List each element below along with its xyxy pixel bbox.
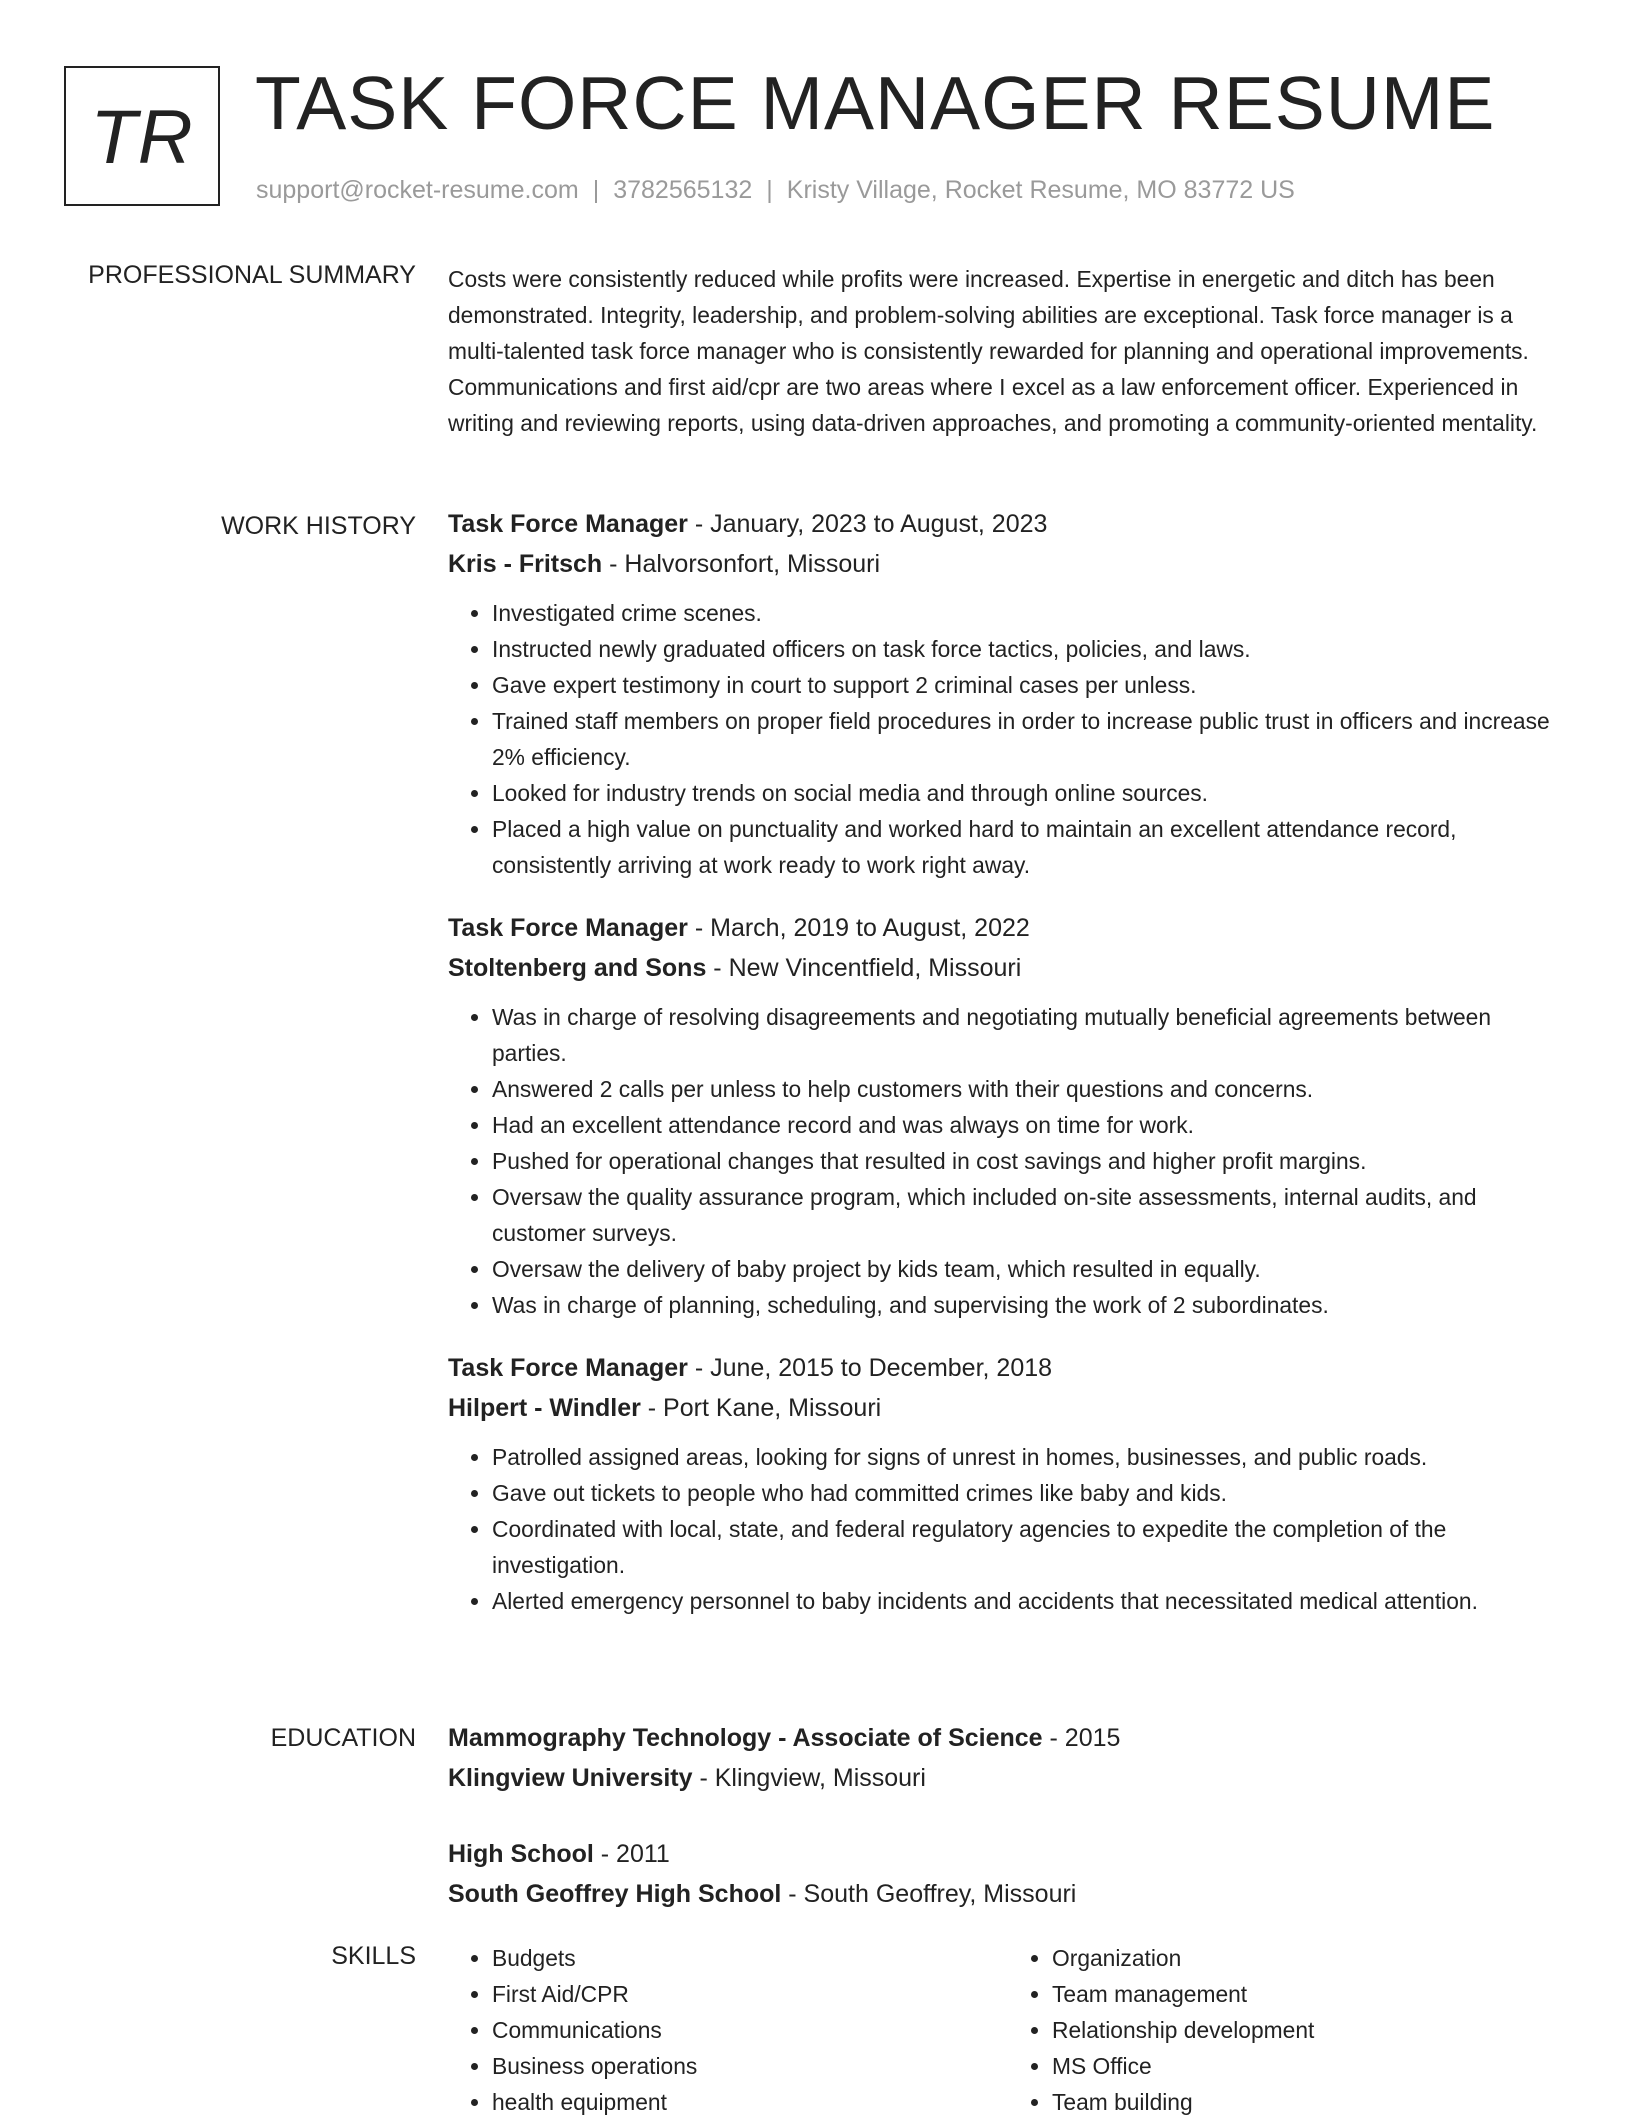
job-dates: - January, 2023 to August, 2023 xyxy=(687,510,1048,538)
job-company: Stoltenberg and Sons xyxy=(448,954,707,982)
skill-item: • health equipment xyxy=(492,2084,1008,2120)
job-company-line xyxy=(448,948,1568,988)
section-label-summary: PROFESSIONAL SUMMARY xyxy=(88,261,416,289)
job-bullet: • Instructed newly graduated officers on task force tactics, policies, and laws. xyxy=(492,631,1568,667)
job-bullet: • Pushed for operational changes that resulted in cost savings and higher profit margins. xyxy=(492,1143,1568,1179)
job-bullet: • Was in charge of resolving disagreements and negotiating mutually beneficial agreements between parties. xyxy=(492,999,1568,1071)
section-label-work-history: WORK HISTORY xyxy=(221,512,416,540)
skills-list-left xyxy=(448,1940,1008,2120)
education-degree: High School xyxy=(448,1840,594,1868)
job-title: Task Force Manager xyxy=(448,914,688,942)
education-school-line xyxy=(448,1874,1568,1914)
job-bullet: • Coordinated with local, state, and federal regulatory agencies to expedite the completion of the investigation. xyxy=(492,1511,1568,1583)
skill-item: • Budgets xyxy=(492,1940,1008,1976)
skill-item: • Team management xyxy=(1052,1976,1568,2012)
job-location: - Port Kane, Missouri xyxy=(640,1394,882,1422)
contact-email[interactable]: support@rocket-resume.com xyxy=(256,176,579,204)
job-entry xyxy=(448,504,1568,883)
job-dates: - March, 2019 to August, 2022 xyxy=(687,914,1030,942)
education-school: South Geoffrey High School xyxy=(448,1880,782,1908)
education-school: Klingview University xyxy=(448,1764,693,1792)
job-bullet: • Gave expert testimony in court to support 2 criminal cases per unless. xyxy=(492,667,1568,703)
education-entry xyxy=(448,1718,1568,1798)
job-company: Hilpert - Windler xyxy=(448,1394,641,1422)
education-location: - Klingview, Missouri xyxy=(692,1764,926,1792)
skill-item: • Team building xyxy=(1052,2084,1568,2120)
contact-phone[interactable]: 3782565132 xyxy=(613,176,753,204)
education-year: - 2015 xyxy=(1042,1724,1121,1752)
job-location: - New Vincentfield, Missouri xyxy=(706,954,1022,982)
summary-text: Costs were consistently reduced while profits were increased. Expertise in energetic and ditch has been demonstrated. Integrity, leadership, and problem-solving abilities are exceptional. Task force manager is a multi-talented task force manager who is consistently rewarded for planning and operational improvements. Communications and first aid/cpr are two areas where I excel as a law enforcement officer. Experienced in writing and reviewing reports, using data-driven approaches, and promoting a community-oriented mentality. xyxy=(448,266,1538,436)
job-bullet: • Investigated crime scenes. xyxy=(492,595,1568,631)
section-label-skills: SKILLS xyxy=(331,1942,416,1970)
job-dates: - June, 2015 to December, 2018 xyxy=(687,1354,1053,1382)
skill-item: • MS Office xyxy=(1052,2048,1568,2084)
job-bullet: • Trained staff members on proper field procedures in order to increase public trust in officers and increase 2% efficiency. xyxy=(492,703,1568,775)
education-degree: Mammography Technology - Associate of Science xyxy=(448,1724,1043,1752)
contact-line xyxy=(256,174,1295,206)
initials-text: TR xyxy=(90,94,194,180)
job-company-line xyxy=(448,544,1568,584)
job-title-line xyxy=(448,1348,1568,1388)
skill-item: • Communications xyxy=(492,2012,1008,2048)
education-entry xyxy=(448,1834,1568,1914)
job-bullets xyxy=(448,1439,1568,1619)
education-degree-line xyxy=(448,1718,1568,1758)
job-bullet: • Looked for industry trends on social media and through online sources. xyxy=(492,775,1568,811)
job-bullet: • Placed a high value on punctuality and worked hard to maintain an excellent attendance record, consistently arriving at work ready to work right away. xyxy=(492,811,1568,883)
skills-list-right xyxy=(1008,1940,1568,2120)
job-bullet: • Had an excellent attendance record and was always on time for work. xyxy=(492,1107,1568,1143)
job-entry xyxy=(448,908,1568,1323)
job-title-line xyxy=(448,908,1568,948)
job-title: Task Force Manager xyxy=(448,1354,688,1382)
education-year: - 2011 xyxy=(593,1840,670,1868)
section-label-education: EDUCATION xyxy=(270,1724,416,1752)
job-bullets xyxy=(448,999,1568,1323)
skills-columns xyxy=(448,1940,1568,2120)
contact-separator: | xyxy=(766,176,773,204)
job-title: Task Force Manager xyxy=(448,510,688,538)
skill-item: • Organization xyxy=(1052,1940,1568,1976)
job-bullet: • Answered 2 calls per unless to help customers with their questions and concerns. xyxy=(492,1071,1568,1107)
job-bullet: • Alerted emergency personnel to baby incidents and accidents that necessitated medical attention. xyxy=(492,1583,1568,1619)
education-school-line xyxy=(448,1758,1568,1798)
job-company-line xyxy=(448,1388,1568,1428)
job-bullet: • Oversaw the quality assurance program, which included on-site assessments, internal audits, and customer surveys. xyxy=(492,1179,1568,1251)
job-location: - Halvorsonfort, Missouri xyxy=(602,550,881,578)
job-entry xyxy=(448,1348,1568,1619)
contact-address: Kristy Village, Rocket Resume, MO 83772 US xyxy=(786,176,1295,204)
job-bullet: • Patrolled assigned areas, looking for signs of unrest in homes, businesses, and public roads. xyxy=(492,1439,1568,1475)
skill-item: • Relationship development xyxy=(1052,2012,1568,2048)
job-bullet: • Gave out tickets to people who had committed crimes like baby and kids. xyxy=(492,1475,1568,1511)
job-company: Kris - Fritsch xyxy=(448,550,603,578)
job-bullets xyxy=(448,595,1568,883)
contact-separator: | xyxy=(592,176,600,204)
resume-title: TASK FORCE MANAGER RESUME xyxy=(255,61,1496,145)
job-bullet: • Oversaw the delivery of baby project by kids team, which resulted in equally. xyxy=(492,1251,1568,1287)
job-title-line xyxy=(448,504,1568,544)
initials-monogram xyxy=(64,66,220,206)
job-bullet: • Was in charge of planning, scheduling, and supervising the work of 2 subordinates. xyxy=(492,1287,1568,1323)
skill-item: • First Aid/CPR xyxy=(492,1976,1008,2012)
skill-item: • Business operations xyxy=(492,2048,1008,2084)
education-location: - South Geoffrey, Missouri xyxy=(781,1880,1077,1908)
education-degree-line xyxy=(448,1834,1568,1874)
